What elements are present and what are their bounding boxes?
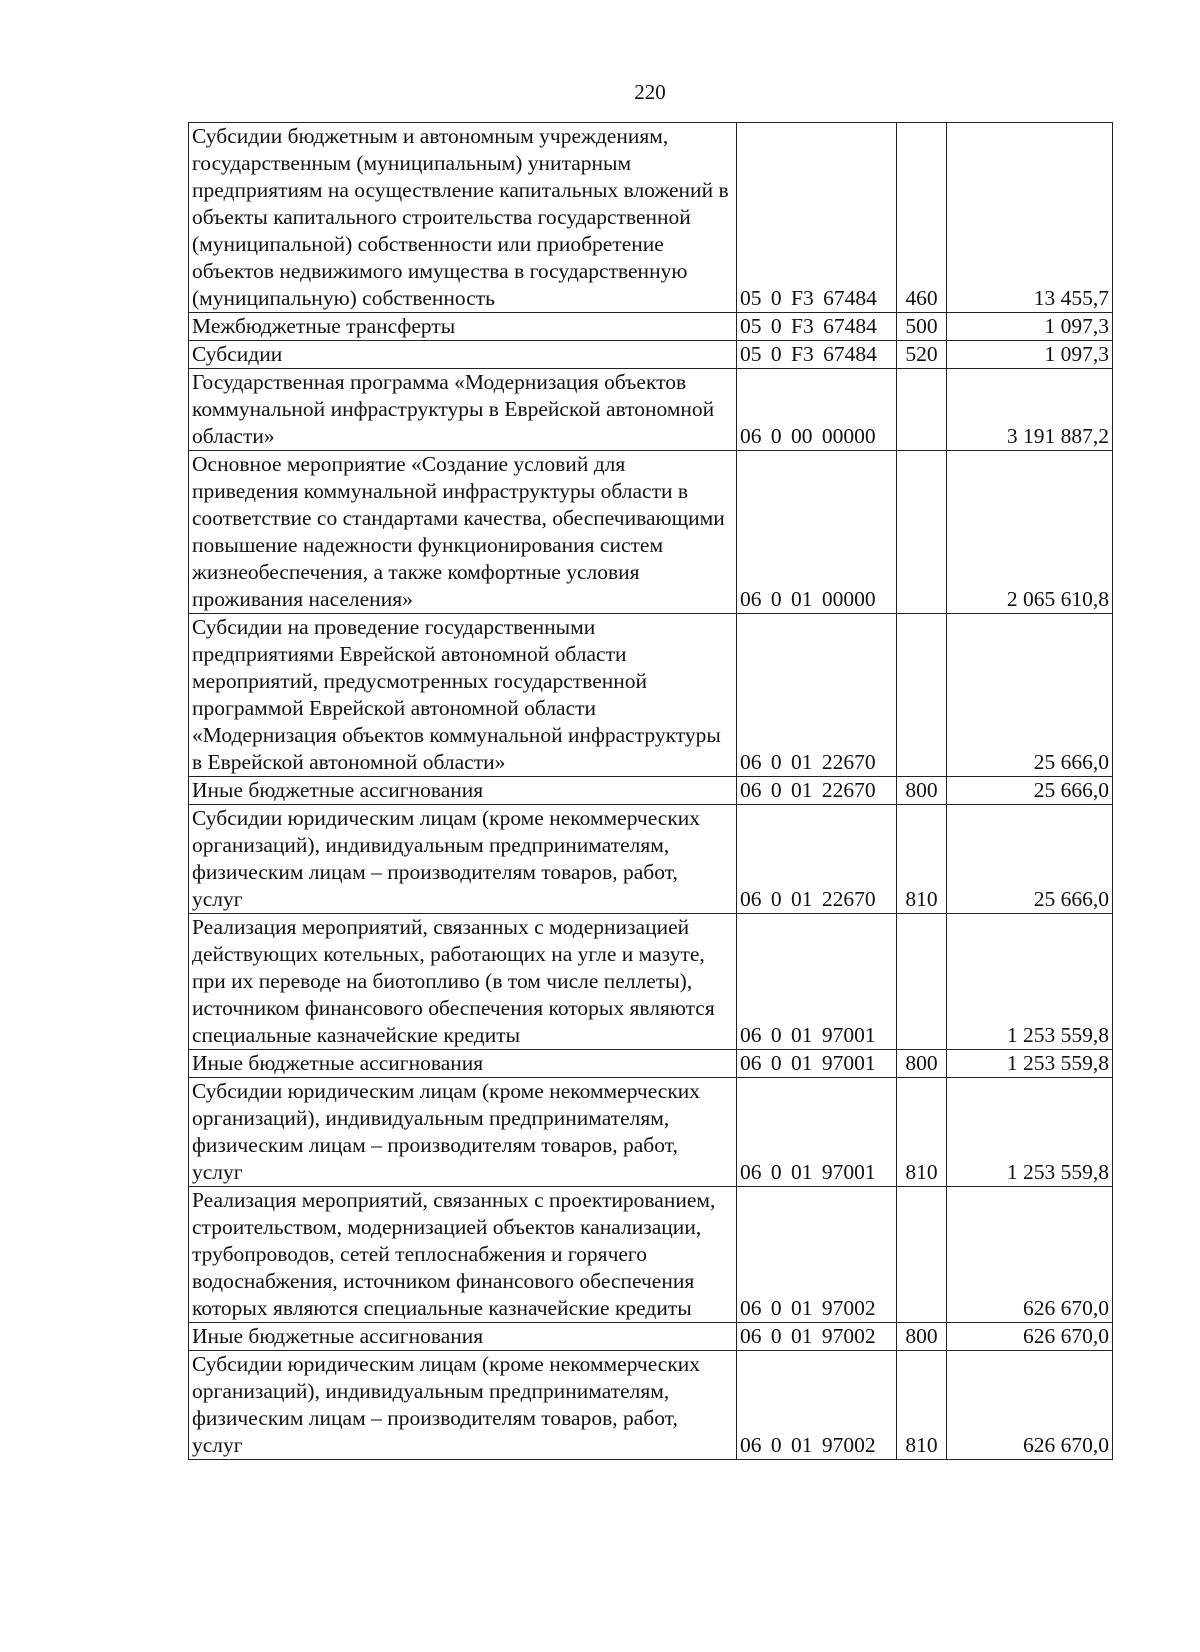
target-article-code-cell: 06 0 01 97001 xyxy=(737,1078,897,1187)
table-row xyxy=(189,1050,1113,1078)
expense-type-code-cell: 800 xyxy=(897,777,947,805)
expense-name-cell: Субсидии юридическим лицам (кроме некоммерческих организаций), индивидуальным предпринимателям, физическим лицам – производителям товаров, работ, услуг xyxy=(189,1078,737,1187)
expense-type-code-cell xyxy=(897,1187,947,1323)
expense-name-cell: Иные бюджетные ассигнования xyxy=(189,1323,737,1351)
expense-name-cell: Субсидии на проведение государственными предприятиями Еврейской автономной области мероприятий, предусмотренных государственной программой Еврейской автономной области «Модернизация объектов коммунальной инфраструктуры в Еврейской автономной области» xyxy=(189,614,737,777)
table-row xyxy=(189,805,1113,914)
table-row xyxy=(189,1078,1113,1187)
amount-cell: 3 191 887,2 xyxy=(947,369,1113,451)
expense-name-cell: Иные бюджетные ассигнования xyxy=(189,1050,737,1078)
table-row xyxy=(189,914,1113,1050)
expense-name-cell: Реализация мероприятий, связанных с модернизацией действующих котельных, работающих на угле и мазуте, при их переводе на биотопливо (в том числе пеллеты), источником финансового обеспечения которых являются специальные казначейские кредиты xyxy=(189,914,737,1050)
table-row xyxy=(189,313,1113,341)
target-article-code-cell: 06 0 01 00000 xyxy=(737,451,897,614)
target-article-code-cell: 06 0 01 97001 xyxy=(737,1050,897,1078)
amount-cell: 626 670,0 xyxy=(947,1323,1113,1351)
amount-cell: 1 253 559,8 xyxy=(947,1078,1113,1187)
expense-type-code-cell: 800 xyxy=(897,1323,947,1351)
target-article-code-cell: 06 0 01 97002 xyxy=(737,1351,897,1460)
table-row xyxy=(189,1323,1113,1351)
table-row xyxy=(189,1351,1113,1460)
amount-cell: 2 065 610,8 xyxy=(947,451,1113,614)
table-row xyxy=(189,451,1113,614)
amount-cell: 626 670,0 xyxy=(947,1187,1113,1323)
amount-cell: 13 455,7 xyxy=(947,123,1113,313)
expense-name-cell: Субсидии бюджетным и автономным учреждениям, государственным (муниципальным) унитарным предприятиям на осуществление капитальных вложений в объекты капитального строительства государственной (муниципальной) собственности или приобретение объектов недвижимого имущества в государственную (муниципальную) собственность xyxy=(189,123,737,313)
target-article-code-cell: 06 0 01 22670 xyxy=(737,777,897,805)
expense-type-code-cell: 520 xyxy=(897,341,947,369)
amount-cell: 626 670,0 xyxy=(947,1351,1113,1460)
table-row xyxy=(189,123,1113,313)
expense-type-code-cell: 460 xyxy=(897,123,947,313)
expense-name-cell: Основное мероприятие «Создание условий для приведения коммунальной инфраструктуры области в соответствие со стандартами качества, обеспечивающими повышение надежности функционирования систем жизнеобеспечения, а также комфортные условия проживания населения» xyxy=(189,451,737,614)
expense-type-code-cell: 810 xyxy=(897,805,947,914)
target-article-code-cell: 06 0 01 97002 xyxy=(737,1187,897,1323)
expense-type-code-cell: 500 xyxy=(897,313,947,341)
target-article-code-cell: 05 0 F3 67484 xyxy=(737,341,897,369)
expense-type-code-cell xyxy=(897,369,947,451)
amount-cell: 25 666,0 xyxy=(947,805,1113,914)
expense-name-cell: Межбюджетные трансферты xyxy=(189,313,737,341)
table-row xyxy=(189,1187,1113,1323)
page-number: 220 xyxy=(634,80,666,104)
table-row xyxy=(189,341,1113,369)
amount-cell: 1 097,3 xyxy=(947,313,1113,341)
expense-name-cell: Реализация мероприятий, связанных с проектированием, строительством, модернизацией объектов канализации, трубопроводов, сетей теплоснабжения и горячего водоснабжения, источником финансового обеспечения которых являются специальные казначейские кредиты xyxy=(189,1187,737,1323)
expense-type-code-cell: 810 xyxy=(897,1351,947,1460)
budget-table xyxy=(188,122,1113,1460)
target-article-code-cell: 06 0 00 00000 xyxy=(737,369,897,451)
table-row xyxy=(189,614,1113,777)
expense-name-cell: Субсидии xyxy=(189,341,737,369)
amount-cell: 25 666,0 xyxy=(947,614,1113,777)
expense-name-cell: Субсидии юридическим лицам (кроме некоммерческих организаций), индивидуальным предпринимателям, физическим лицам – производителям товаров, работ, услуг xyxy=(189,805,737,914)
expense-name-cell: Иные бюджетные ассигнования xyxy=(189,777,737,805)
expense-type-code-cell xyxy=(897,614,947,777)
expense-name-cell: Субсидии юридическим лицам (кроме некоммерческих организаций), индивидуальным предпринимателям, физическим лицам – производителям товаров, работ, услуг xyxy=(189,1351,737,1460)
amount-cell: 1 253 559,8 xyxy=(947,1050,1113,1078)
target-article-code-cell: 06 0 01 22670 xyxy=(737,614,897,777)
expense-name-cell: Государственная программа «Модернизация объектов коммунальной инфраструктуры в Еврейской автономной области» xyxy=(189,369,737,451)
table-row xyxy=(189,369,1113,451)
expense-type-code-cell xyxy=(897,451,947,614)
table-row xyxy=(189,777,1113,805)
target-article-code-cell: 05 0 F3 67484 xyxy=(737,123,897,313)
target-article-code-cell: 05 0 F3 67484 xyxy=(737,313,897,341)
target-article-code-cell: 06 0 01 22670 xyxy=(737,805,897,914)
target-article-code-cell: 06 0 01 97002 xyxy=(737,1323,897,1351)
amount-cell: 1 097,3 xyxy=(947,341,1113,369)
expense-type-code-cell: 810 xyxy=(897,1078,947,1187)
target-article-code-cell: 06 0 01 97001 xyxy=(737,914,897,1050)
amount-cell: 25 666,0 xyxy=(947,777,1113,805)
expense-type-code-cell xyxy=(897,914,947,1050)
expense-type-code-cell: 800 xyxy=(897,1050,947,1078)
amount-cell: 1 253 559,8 xyxy=(947,914,1113,1050)
